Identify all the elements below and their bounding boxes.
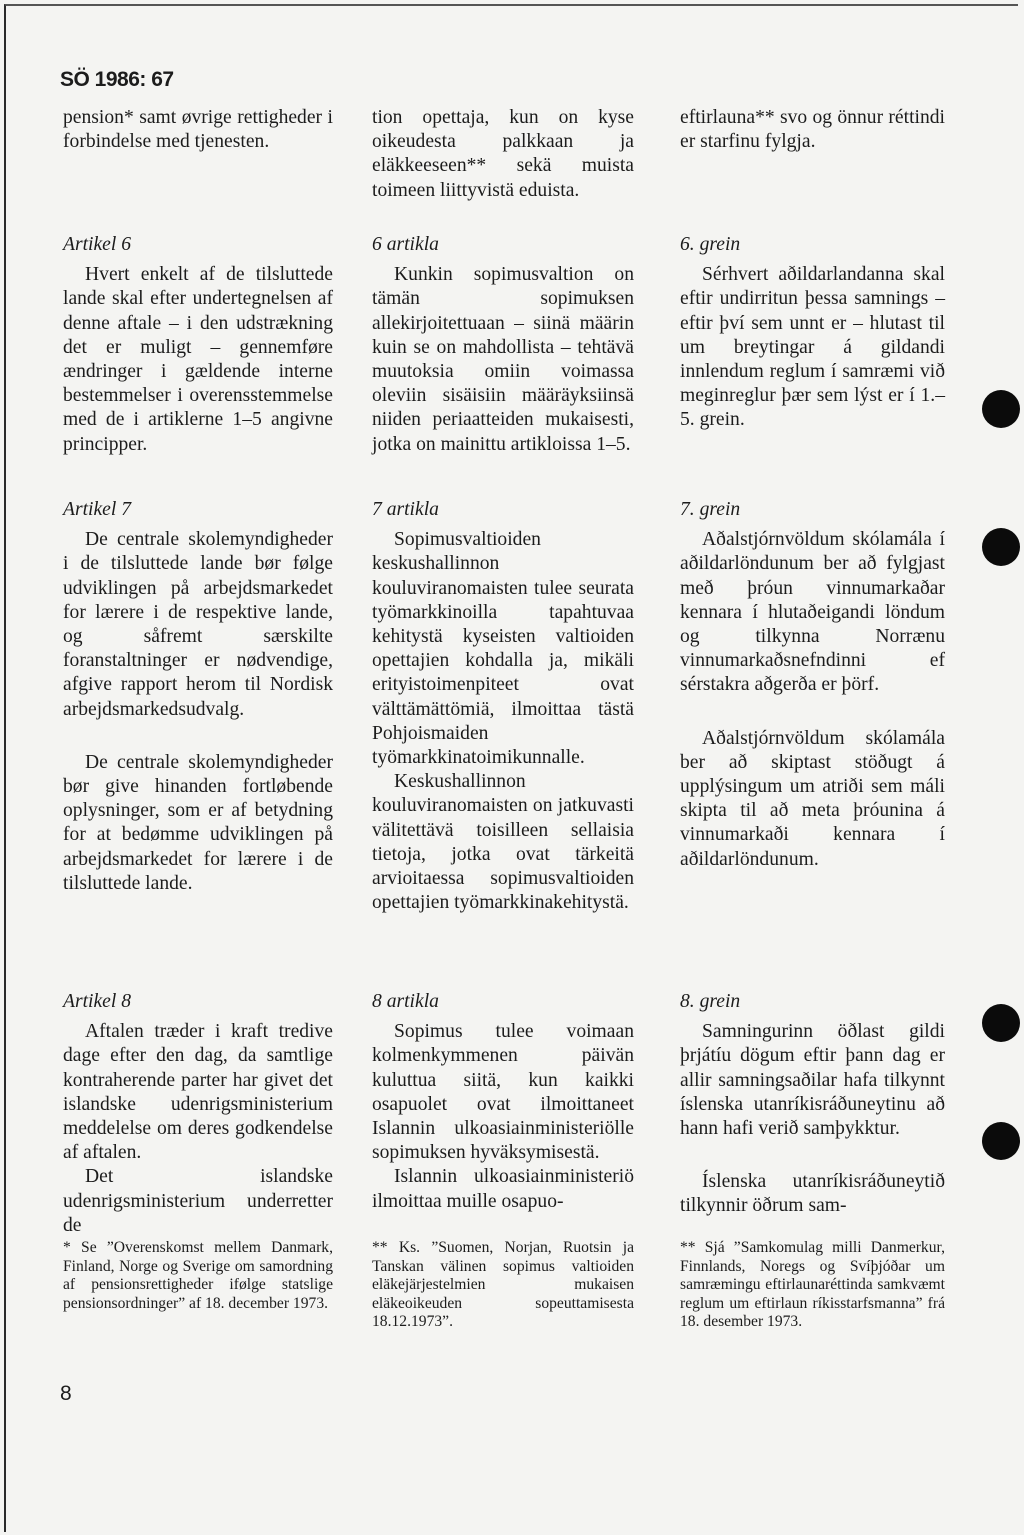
finnish-article-6-text: Kunkin sopimusvaltion on tämän sopimuksen allekirjoitettuaan – siinä määrin kuin se on mahdollista – tehtävä muutoksia omiin voimassa oleviin sisäisiin määräyksiinsä niiden periaatteiden mukaisesti, jotka on mainittu artikloissa 1–5.	[372, 264, 634, 455]
finnish-article-7-heading: 7 artikla	[372, 499, 439, 520]
punch-hole-mark	[982, 390, 1020, 428]
danish-article-7-text-1: De centrale skolemyndigheder i de tilsluttede lande bør følge udviklingen på arbejdsmarkedet for lærere i de respektive lande, og såfremt særskilte foranstaltninger er nødvendige, afgive rapport herom til Nordisk arbejdsmarkedsudvalg.	[63, 529, 333, 720]
finnish-footnote: ** Ks. ”Suomen, Norjan, Ruotsin ja Tanskan välinen sopimus valtioiden eläkejärjestelmien mukaisen eläkeoikeuden sopeuttamisesta 18.12.1973”.	[372, 1239, 634, 1330]
icelandic-intro: eftirlauna** svo og önnur réttindi er starfinu fylgja.	[680, 107, 945, 153]
danish-article-6-text: Hvert enkelt af de tilsluttede lande skal efter undertegnelsen af denne aftale – i den udstrækning det er muligt – gennemføre ændringer i gældende interne bestemmelser i overensstemmelse med de i artiklerne 1–5 angivne principper.	[63, 264, 333, 455]
danish-column	[63, 106, 333, 1356]
finnish-intro: tion opettaja, kun on kyse oikeudesta palkkaan ja eläkkeeseen** sekä muista toimeen liittyvistä eduista.	[372, 107, 634, 201]
icelandic-article-7-text-1: Aðalstjórnvöldum skólamála í aðildarlöndunum ber að fylgjast með þróun vinnumarkaðar kennara í hlutaðeigandi löndum og tilkynna Norrænu vinnumarkaðsnefndinni ef sérstakra aðgerða er þörf.	[680, 529, 945, 696]
icelandic-column	[680, 106, 945, 1356]
danish-article-7-heading: Artikel 7	[63, 499, 132, 520]
icelandic-article-6-heading: 6. grein	[680, 234, 741, 255]
finnish-article-6-heading: 6 artikla	[372, 234, 439, 255]
punch-hole-mark	[982, 1004, 1020, 1042]
danish-article-8-text-1: Aftalen træder i kraft tredive dage efter den dag, da samtlige kontraherende parter har givet det islandske udenrigsministerium meddelelse om deres godkendelse af aftalen.	[63, 1021, 333, 1164]
danish-footnote: * Se ”Overenskomst mellem Danmark, Finland, Norge og Sverige om samordning af pensionsrettigheder ifølge statslige pensionsordninger” af 18. december 1973.	[63, 1239, 333, 1312]
danish-article-8-text-2: Det islandske udenrigsministerium underretter de	[63, 1166, 333, 1236]
finnish-article-7-text-2: Keskushallinnon kouluviranomaisten on jatkuvasti välitettävä toisilleen sellaisia tietoja, jotka ovat tärkeitä arvioitaessa sopimusvaltioiden opettajien työmarkkinakehitystä.	[372, 771, 634, 914]
finnish-article-8-heading: 8 artikla	[372, 991, 439, 1012]
icelandic-article-6-text: Sérhvert aðildarlandanna skal eftir undirritun þessa samnings – eftir því sem unnt er – hlutast til um breytingar á gildandi innlendum reglum í samræmi við meginreglur þær sem lýst er í 1.–5. grein.	[680, 264, 945, 431]
icelandic-article-7-heading: 7. grein	[680, 499, 741, 520]
danish-intro: pension* samt øvrige rettigheder i forbindelse med tjenesten.	[63, 107, 333, 153]
punch-hole-mark	[982, 528, 1020, 566]
danish-article-6-heading: Artikel 6	[63, 234, 132, 255]
danish-article-8-heading: Artikel 8	[63, 991, 132, 1012]
icelandic-article-8-heading: 8. grein	[680, 991, 741, 1012]
punch-hole-mark	[982, 1122, 1020, 1160]
icelandic-article-7-text-2: Aðalstjórnvöldum skólamála ber að skiptast stöðugt á upplýsingum um atriði sem máli skipta til að meta þróunina á vinnumarkaði kennara í aðildarlöndunum.	[680, 727, 945, 870]
icelandic-article-8-text-2: Íslenska utanríkisráðuneytið tilkynnir öðrum sam-	[680, 1171, 945, 1217]
finnish-column	[372, 106, 634, 1356]
page-header: SÖ 1986: 67	[60, 68, 174, 91]
finnish-article-8-text-2: Islannin ulkoasiainministeriö ilmoittaa muille osapuo-	[372, 1166, 634, 1212]
finnish-article-8-text-1: Sopimus tulee voimaan kolmenkymmenen päivän kuluttua siitä, kun kaikki osapuolet ovat ilmoittaneet Islannin ulkoasiainministeriölle sopimuksen hyväksymisestä.	[372, 1021, 634, 1164]
danish-article-7-text-2: De centrale skolemyndigheder bør give hinanden fortløbende oplysninger, som er af betydning for at bedømme udviklingen på arbejdsmarkedet for lærere i de tilsluttede lande.	[63, 751, 333, 894]
icelandic-article-8-text-1: Samningurinn öðlast gildi þrjátíu dögum eftir þann dag er allir samningsaðilar hafa tilkynnt íslenska utanríkisráðuneytinu að hann hafi verið samþykktur.	[680, 1021, 945, 1140]
page-number: 8	[60, 1382, 72, 1405]
icelandic-footnote: ** Sjá ”Samkomulag milli Danmerkur, Finnlands, Noregs og Svíþjóðar um samræmingu eftirlaunaréttinda samkvæmt reglum um eftirlaun ríkisstarfsmanna” frá 18. desember 1973.	[680, 1239, 945, 1330]
finnish-article-7-text-1: Sopimusvaltioiden keskushallinnon kouluviranomaisten tulee seurata työmarkkinoilla tapahtuvaa kehitystä kyseisten valtioiden opettajien kohdalla ja, mikäli erityistoimenpiteet ovat välttämättömiä, ilmoittaa tästä Pohjoismaiden työmarkkinatoimikunnalle.	[372, 529, 634, 769]
